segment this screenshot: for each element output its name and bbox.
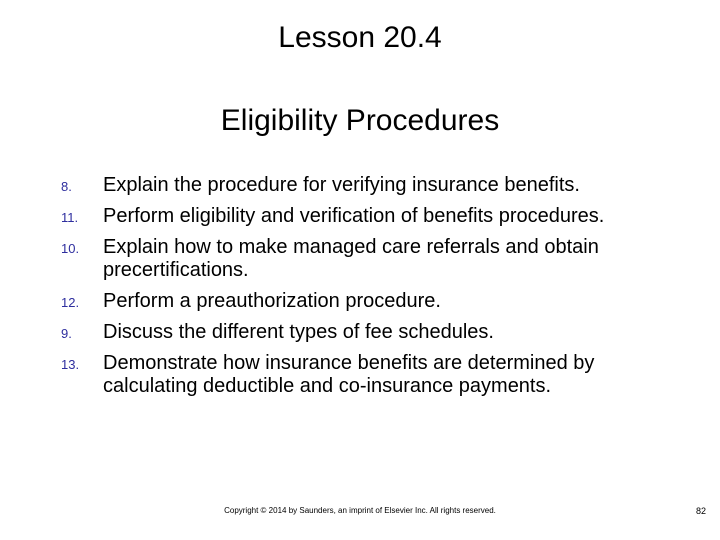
objective-text: Demonstrate how insurance benefits are determined by calculating deductible and co-insurance payments. <box>103 352 595 397</box>
objective-number: 13. <box>61 357 80 372</box>
page-number: 82 <box>695 506 706 516</box>
objective-number: 8. <box>61 179 72 194</box>
objective-text: Explain the procedure for verifying insurance benefits. <box>103 174 580 196</box>
objective-number: 10. <box>61 241 80 256</box>
objective-item <box>0 352 720 398</box>
objective-item <box>0 321 720 344</box>
objective-item <box>0 290 720 313</box>
objective-item <box>0 205 720 228</box>
slide-subtitle: Eligibility Procedures <box>220 104 500 137</box>
objective-item <box>0 174 720 197</box>
objective-text: Explain how to make managed care referrals and obtain precertifications. <box>103 236 599 281</box>
objective-text: Perform eligibility and verification of benefits procedures. <box>103 205 605 227</box>
footer-copyright: Copyright © 2014 by Saunders, an imprint of Elsevier Inc. All rights reserved. <box>224 506 496 515</box>
objectives-list <box>0 174 720 406</box>
objective-text: Discuss the different types of fee schedules. <box>103 321 494 343</box>
objective-number: 11. <box>61 210 79 225</box>
slide-title: Lesson 20.4 <box>278 21 442 54</box>
objective-number: 9. <box>61 326 72 341</box>
objective-item <box>0 236 720 282</box>
objective-number: 12. <box>61 295 80 310</box>
objective-text: Perform a preauthorization procedure. <box>103 290 441 312</box>
